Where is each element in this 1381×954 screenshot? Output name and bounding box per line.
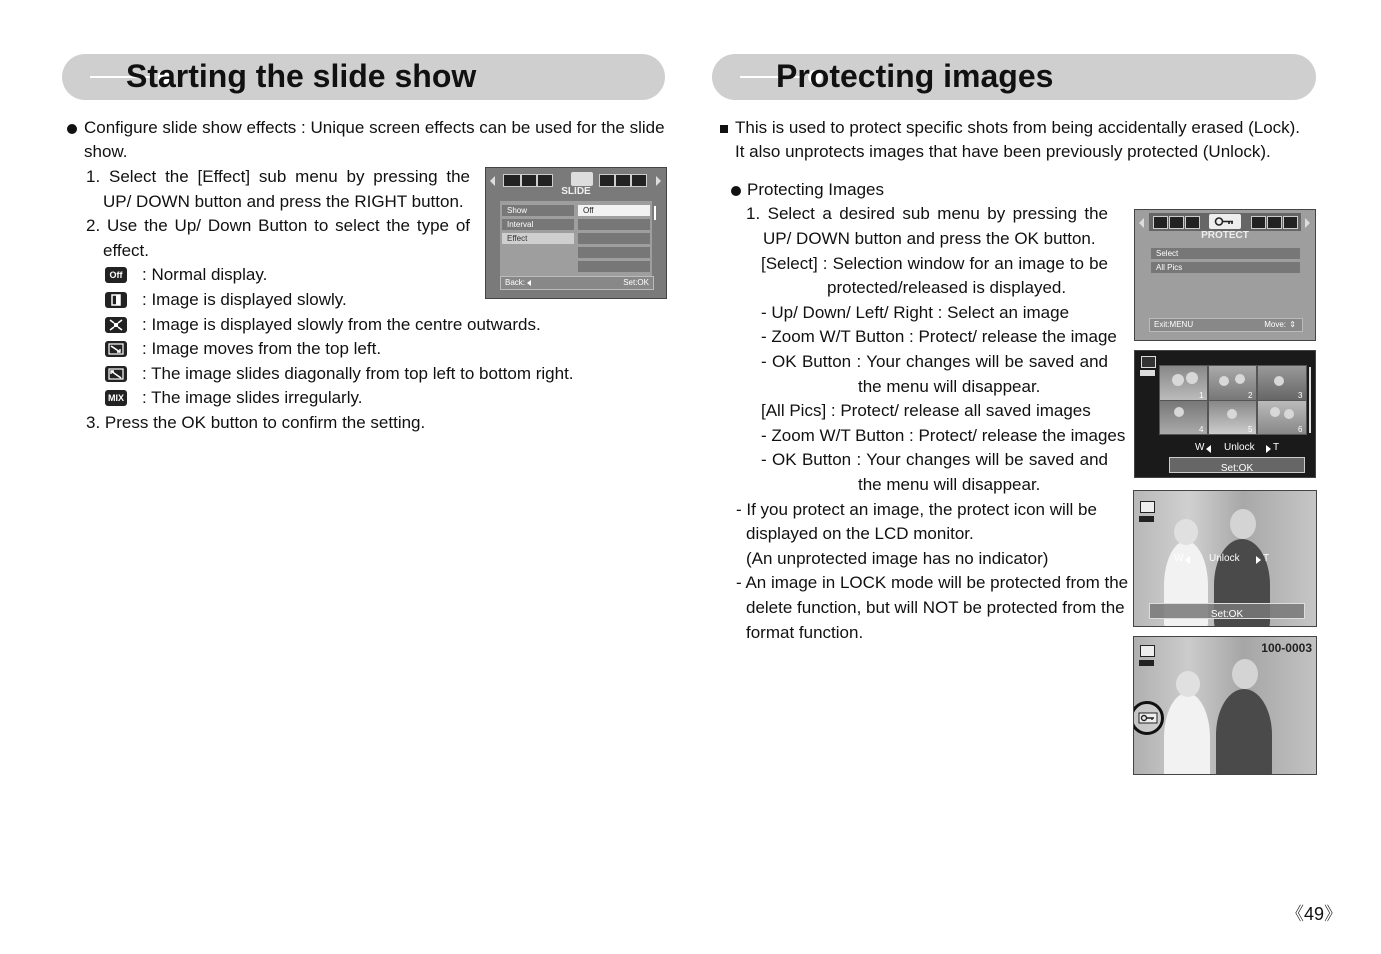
left-arrow-icon: [1206, 445, 1211, 453]
tab-icon: [1169, 216, 1184, 229]
square-bullet-icon: [720, 125, 728, 133]
menu-left-arrow-icon: [1139, 218, 1144, 228]
menu-option-diagonal[interactable]: [578, 261, 650, 272]
menu-option-center[interactable]: [578, 233, 650, 244]
allpics-detail: - Zoom W/T Button : Protect/ release the images: [761, 426, 1126, 445]
menu-tab-bar: [1149, 213, 1301, 231]
memory-icon: [1140, 370, 1155, 376]
thumb-scrollbar[interactable]: [1309, 367, 1311, 433]
menu-item-show[interactable]: Show: [502, 205, 574, 216]
note-text: (An unprotected image has no indicator): [746, 549, 1049, 568]
select-detail: - OK Button : Your changes will be saved and: [761, 352, 1108, 371]
intro-text: Configure slide show effects : Unique screen effects can be used for the slide: [84, 118, 665, 137]
play-mode-icon: [1141, 356, 1156, 368]
thumb-number: 3: [1298, 391, 1303, 400]
unlock-label: Unlock: [1209, 553, 1240, 564]
locked-image-screen: [1133, 636, 1317, 775]
select-detail: - Up/ Down/ Left/ Right : Select an image: [761, 303, 1070, 322]
note-text: delete function, but will NOT be protected from the: [746, 598, 1125, 617]
menu-move-label: Move:: [1264, 320, 1286, 329]
menu-set-label: Set:OK: [623, 278, 649, 287]
menu-title: PROTECT: [1201, 230, 1249, 241]
thumbnail-select-screen: [1134, 350, 1316, 478]
tab-protect-key-icon: [1209, 214, 1241, 229]
thumb-number: 6: [1298, 425, 1303, 434]
note-text: format function.: [746, 623, 864, 642]
menu-item-allpics[interactable]: All Pics: [1151, 262, 1300, 273]
effect-desc: : Normal display.: [142, 265, 268, 284]
groom-head: [1230, 509, 1256, 539]
thumb-number: 4: [1199, 425, 1204, 434]
tab-icon: [1153, 216, 1168, 229]
thumb-number: 1: [1199, 391, 1204, 400]
menu-left-arrow-icon: [490, 176, 495, 186]
note-text: displayed on the LCD monitor.: [746, 524, 974, 543]
menu-option-topleft[interactable]: [578, 247, 650, 258]
tab-icon: [1185, 216, 1200, 229]
unlock-label: Unlock: [1224, 442, 1255, 453]
tab-slideshow-icon: [571, 172, 593, 186]
select-desc-cont: protected/released is displayed.: [827, 278, 1067, 297]
menu-item-interval[interactable]: Interval: [502, 219, 574, 230]
bride-head: [1176, 671, 1200, 697]
allpics-detail: - OK Button : Your changes will be saved and: [761, 450, 1108, 469]
bride-figure: [1164, 693, 1210, 775]
menu-footer: [500, 276, 654, 290]
set-ok-label: Set:OK: [1210, 609, 1244, 620]
section-title-slide-show: Starting the slide show: [126, 58, 477, 94]
thumb-grid: [1159, 365, 1307, 435]
effect-off-icon: Off: [105, 267, 127, 283]
note-text: - If you protect an image, the protect icon will be: [736, 500, 1097, 519]
effect-desc: : Image moves from the top left.: [142, 339, 382, 358]
memory-icon: [1139, 660, 1154, 666]
menu-right-arrow-icon: [1305, 218, 1310, 228]
thumb-number: 5: [1248, 425, 1253, 434]
menu-right-arrow-icon: [656, 176, 661, 186]
effect-desc: : The image slides diagonally from top left to bottom right.: [142, 364, 574, 383]
section-title-protecting: Protecting images: [776, 58, 1054, 94]
set-ok-bar: [1149, 603, 1305, 619]
protect-menu-screen: [1134, 209, 1316, 341]
protect-key-icon: [1133, 701, 1164, 735]
bullet-icon: [67, 124, 77, 134]
page-number: 《49》: [1286, 904, 1343, 924]
menu-value-off[interactable]: Off: [578, 205, 650, 216]
menu-title: SLIDE: [561, 186, 591, 197]
left-arrow-icon: [1185, 556, 1190, 564]
updown-arrow-icon: ⇕: [1289, 320, 1296, 329]
tab-icon: [1267, 216, 1282, 229]
select-detail: - Zoom W/T Button : Protect/ release the image: [761, 327, 1117, 346]
menu-item-effect[interactable]: Effect: [502, 233, 574, 244]
set-ok-bar: [1169, 457, 1305, 473]
file-number: 100-0003: [1261, 641, 1312, 655]
effect-top-left-icon: [105, 341, 127, 357]
effect-fade-icon: [105, 292, 127, 308]
thumb-number: 2: [1248, 391, 1253, 400]
menu-item-select[interactable]: Select: [1151, 248, 1300, 259]
bullet-icon: [731, 186, 741, 196]
protect-step1-cont: UP/ DOWN button and press the OK button.: [763, 229, 1096, 248]
protect-step1: 1. Select a desired sub menu by pressing the: [746, 204, 1108, 223]
menu-scrollbar[interactable]: [654, 206, 656, 220]
section-header-right: [712, 54, 1316, 100]
effect-desc: : Image is displayed slowly.: [142, 290, 347, 309]
step1-text-cont: UP/ DOWN button and press the RIGHT button.: [103, 192, 464, 211]
photo-protect-screen: [1133, 490, 1317, 627]
menu-footer: [1149, 318, 1303, 332]
sub-heading: Protecting Images: [747, 180, 885, 199]
zoom-t-label: T: [1263, 553, 1270, 564]
step3-text: 3. Press the OK button to confirm the setting.: [86, 413, 426, 432]
intro-text-cont: show.: [84, 142, 128, 161]
right-arrow-icon: [1256, 556, 1261, 564]
menu-tab-bar: [501, 172, 651, 187]
effect-desc: : Image is displayed slowly from the centre outwards.: [142, 315, 541, 334]
note-text: - An image in LOCK mode will be protected from the: [736, 573, 1129, 592]
menu-back-label: Back:: [505, 278, 526, 287]
right-arrow-icon: [1266, 445, 1271, 453]
protect-intro-cont: It also unprotects images that have been previously protected (Unlock).: [735, 142, 1271, 161]
zoom-w-label: W: [1195, 442, 1205, 453]
groom-figure: [1216, 689, 1272, 775]
play-mode-icon: [1140, 501, 1155, 513]
memory-icon: [1139, 516, 1154, 522]
effect-mix-icon: MIX: [105, 390, 127, 406]
effect-desc: : The image slides irregularly.: [142, 388, 363, 407]
effect-center-out-icon: [105, 317, 127, 333]
menu-exit-label: Exit:MENU: [1154, 320, 1194, 329]
section-header-left: [62, 54, 665, 100]
groom-head: [1232, 659, 1258, 689]
menu-option-fade[interactable]: [578, 219, 650, 230]
tab-icon: [1283, 216, 1298, 229]
allpics-detail-cont: the menu will disappear.: [858, 475, 1041, 494]
step1-text: 1. Select the [Effect] sub menu by pressing the: [86, 167, 470, 186]
select-detail-cont: the menu will disappear.: [858, 377, 1041, 396]
play-mode-icon: [1140, 645, 1155, 657]
zoom-t-label: T: [1273, 442, 1280, 453]
effect-diagonal-icon: [105, 366, 127, 382]
protect-intro: This is used to protect specific shots from being accidentally erased (Lock).: [735, 118, 1301, 137]
step2-text: 2. Use the Up/ Down Button to select the type of: [86, 216, 470, 235]
bride-head: [1174, 519, 1198, 545]
step2-text-cont: effect.: [103, 241, 149, 260]
set-ok-label: Set:OK: [1220, 463, 1254, 474]
allpics-desc: [All Pics] : Protect/ release all saved images: [761, 401, 1091, 420]
tab-icon: [1251, 216, 1266, 229]
menu-back-arrow-icon: [527, 280, 531, 286]
slide-menu-screen: [485, 167, 667, 299]
select-desc: [Select] : Selection window for an image to be: [761, 254, 1108, 273]
zoom-w-label: W: [1174, 553, 1184, 564]
